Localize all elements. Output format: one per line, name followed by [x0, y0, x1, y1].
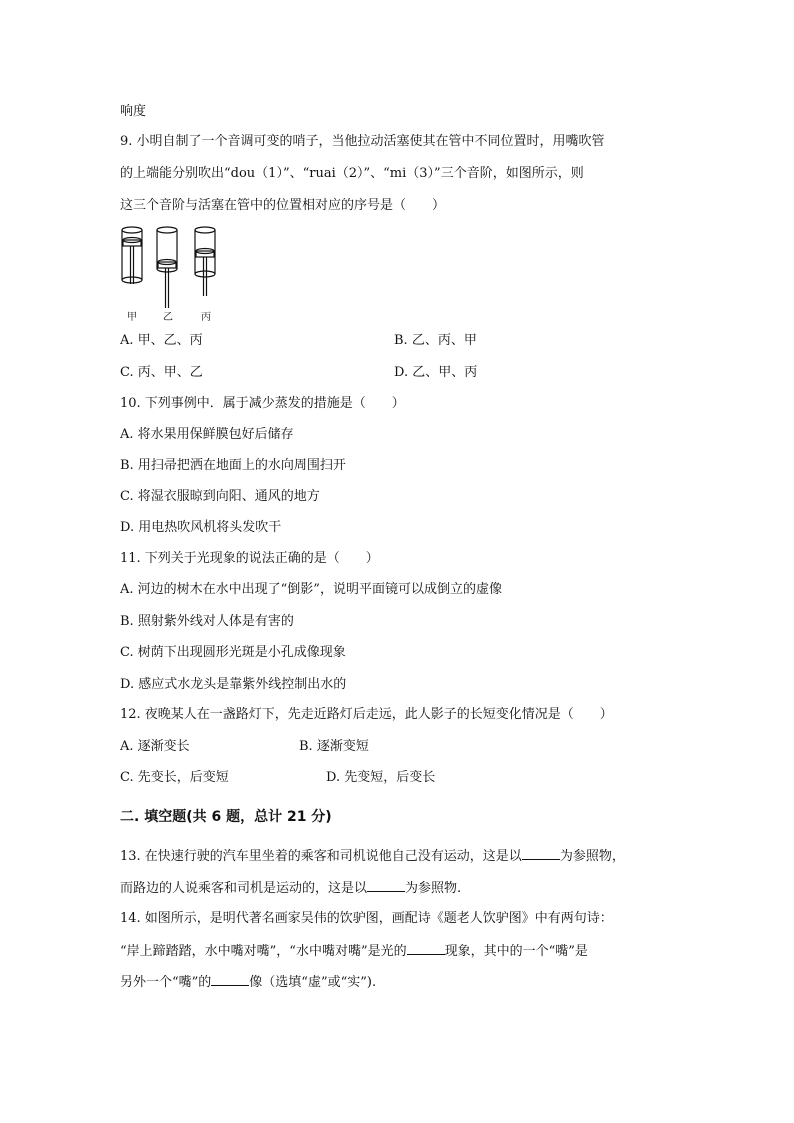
q13-text-2a: 而路边的人说乘客和司机是运动的，这是以	[120, 881, 368, 896]
q9-stem-line-1: 9. 小明自制了一个音调可变的哨子，当他拉动活塞使其在管中不同位置时，用嘴吹管	[120, 134, 605, 149]
q13-text-1b: 为参照物，	[559, 849, 625, 864]
q12-option-d[interactable]: D. 先变短，后变长	[326, 770, 436, 785]
q14-text-3a: 另外一个“嘴”的	[120, 975, 212, 990]
q9-option-b[interactable]: B. 乙、丙、甲	[394, 333, 477, 348]
tube-jia	[122, 227, 142, 284]
q13-line-1	[120, 847, 625, 866]
q11-option-d[interactable]: D. 感应式水龙头是靠紫外线控制出水的	[120, 677, 347, 692]
q13-text-1a: 13. 在快速行驶的汽车里坐着的乘客和司机说他自己没有运动，这是以	[120, 849, 522, 864]
q14-text-2a: “岸上蹄踏踏，水中嘴对嘴”，“水中嘴对嘴”是光的	[120, 944, 407, 959]
tube-yi	[157, 227, 177, 308]
section-2-heading: 二. 填空题(共 6 题，总计 21 分)	[120, 809, 332, 825]
q12-option-c[interactable]: C. 先变长，后变短	[120, 770, 229, 785]
q11-stem: 11. 下列关于光现象的说法正确的是（ ）	[120, 551, 379, 566]
q10-option-a[interactable]: A. 将水果用保鲜膜包好后储存	[120, 427, 294, 442]
q13-text-2b: 为参照物.	[405, 881, 462, 896]
q14-text-3b: 像（选填“虚”或“实”).	[249, 975, 377, 990]
q13-blank-1[interactable]	[522, 847, 560, 860]
figure-label-yi: 乙	[163, 312, 173, 323]
whistle-tubes-figure	[117, 224, 227, 324]
q9-stem-line-2: 的上端能分别吹出“dou（1）”、“ruai（2）”、“mi（3）”三个音阶，如图所示，则	[120, 166, 584, 181]
q14-line-1: 14. 如图所示，是明代著名画家吴伟的饮驴图，画配诗《题老人饮驴图》中有两句诗：	[120, 911, 613, 926]
figure-label-jia: 甲	[127, 312, 137, 323]
q10-option-d[interactable]: D. 用电热吹风机将头发吹干	[120, 520, 282, 535]
q10-option-b[interactable]: B. 用扫帚把洒在地面上的水向周围扫开	[120, 458, 346, 473]
top-fragment: 响度	[120, 104, 147, 119]
q11-option-c[interactable]: C. 树荫下出现圆形光斑是小孔成像现象	[120, 645, 346, 660]
q12-option-b[interactable]: B. 逐渐变短	[299, 739, 369, 754]
q14-blank-2[interactable]	[211, 973, 249, 986]
q14-line-2	[120, 942, 588, 961]
figure-label-bing: 丙	[201, 312, 211, 323]
q11-option-a[interactable]: A. 河边的树木在水中出现了“倒影”，说明平面镜可以成倒立的虚像	[120, 582, 502, 597]
q10-stem: 10. 下列事例中．属于减少蒸发的措施是（ ）	[120, 396, 405, 411]
q9-option-d[interactable]: D. 乙、甲、丙	[394, 365, 478, 380]
q13-blank-2[interactable]	[367, 879, 405, 892]
q13-line-2	[120, 879, 461, 898]
tube-bing	[195, 227, 215, 296]
q11-option-b[interactable]: B. 照射紫外线对人体是有害的	[120, 614, 294, 629]
q12-stem: 12. 夜晚某人在一盏路灯下，先走近路灯后走远，此人影子的长短变化情况是（ ）	[120, 707, 613, 722]
q9-option-c[interactable]: C. 丙、甲、乙	[120, 365, 203, 380]
whistle-tubes-drawing	[117, 224, 227, 324]
q9-option-a[interactable]: A. 甲、乙、丙	[120, 333, 203, 348]
q14-blank-1[interactable]	[407, 942, 445, 955]
q14-text-2b: 现象，其中的一个“嘴”是	[444, 944, 588, 959]
q10-option-c[interactable]: C. 将湿衣服晾到向阳、通风的地方	[120, 489, 320, 504]
q12-option-a[interactable]: A. 逐渐变长	[120, 739, 190, 754]
q14-line-3	[120, 973, 376, 992]
q9-stem-line-3: 这三个音阶与活塞在管中的位置相对应的序号是（ ）	[120, 198, 446, 213]
